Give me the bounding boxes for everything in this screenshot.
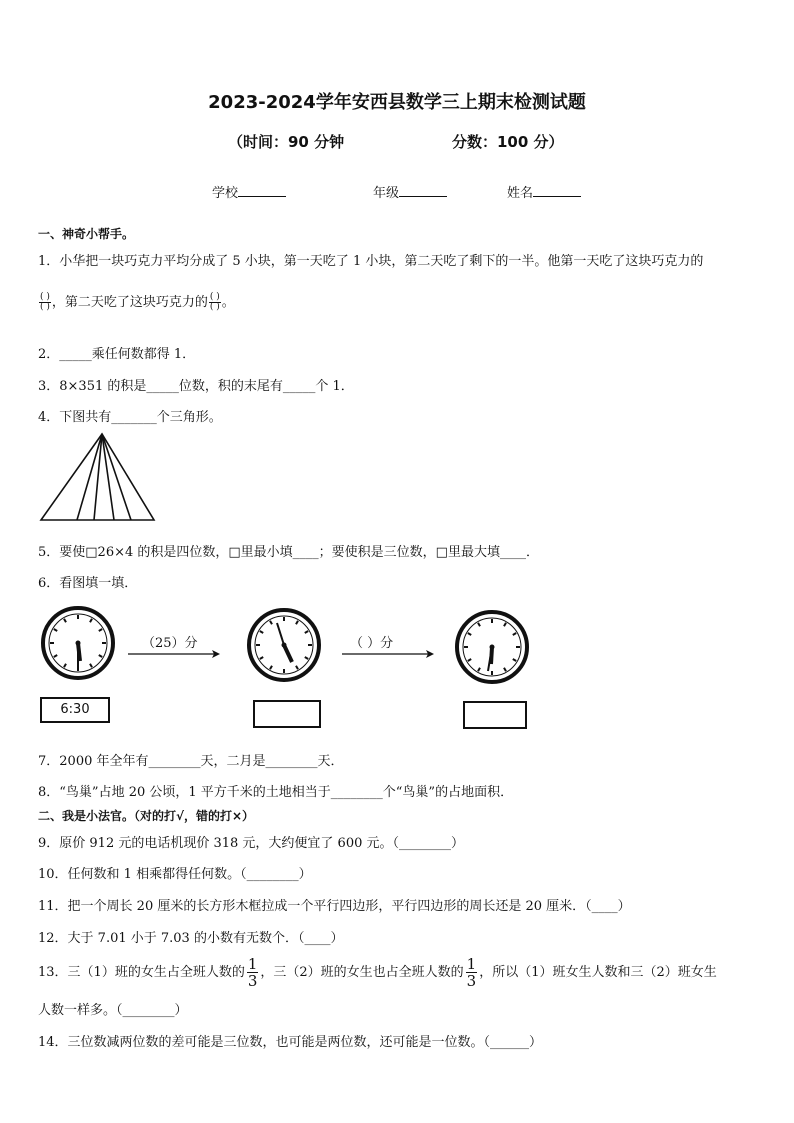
- fraction-one-third: $\frac{1}{3}$: [247, 955, 258, 990]
- fraction-blank-2: $\frac{( )}{( )}$: [209, 292, 220, 312]
- question-14: 14．三位数减两位数的差可能是三位数，也可能是两位数，还可能是一位数。（______）: [38, 1035, 543, 1050]
- question-2: 2．_____乘任何数都得 1．: [38, 347, 196, 362]
- section-1-heading: 一、神奇小帮手。: [38, 227, 135, 241]
- question-1-line-1: 1．小华把一块巧克力平均分成了 5 小块，第一天吃了 1 小块，第二天吃了剩下的一半。他第一天吃了这块巧克力的: [38, 254, 704, 269]
- question-13-line-1: 13．三（1）班的女生占全班人数的 $\frac{1}{3}$ ，三（2）班的女生也占全班人数的 $\frac{1}{3}$ ，所以（1）班女生人数和三（2）班女生: [38, 955, 717, 990]
- question-5: 5．要使□26×4 的积是四位数，□里最小填____；要使积是三位数，□里最大填____．: [38, 545, 539, 560]
- school-label: 学校: [212, 186, 239, 201]
- clock-icon: [454, 609, 530, 685]
- question-10: 10．任何数和 1 相乘都得任何数。（________）: [38, 867, 312, 882]
- grade-blank[interactable]: [399, 184, 447, 197]
- question-3: 3．8×351 的积是_____位数，积的末尾有_____个 1．: [38, 379, 354, 394]
- score-label: 分数：100 分）: [452, 133, 564, 151]
- question-1-line-2: $\frac{( )}{( )}$ ，第二天吃了这块巧克力的 $\frac{( )}{( )}$ 。: [40, 292, 235, 312]
- question-6: 6．看图填一填．: [38, 576, 138, 591]
- school-blank[interactable]: [238, 184, 286, 197]
- question-4: 4．下图共有_______个三角形。: [38, 410, 222, 425]
- clock-icon: [40, 605, 116, 681]
- time-box-1: 6:30: [40, 697, 110, 723]
- question-9: 9．原价 912 元的电话机现价 318 元，大约便宜了 600 元。（________）: [38, 836, 465, 851]
- school-field: [212, 182, 286, 201]
- name-field: [507, 182, 581, 201]
- arrow-2-label: （ ）分: [350, 636, 394, 651]
- question-11: 11．把一个周长 20 厘米的长方形木框拉成一个平行四边形，平行四边形的周长还是 20 厘米．（____）: [38, 899, 631, 914]
- arrow-icon: [342, 648, 436, 660]
- triangle-figure: [38, 432, 158, 524]
- question-13-line-2: 人数一样多。（________）: [38, 1003, 188, 1018]
- exam-title: 2023-2024学年安西县数学三上期末检测试题: [208, 92, 586, 113]
- time-box-3[interactable]: [463, 701, 527, 729]
- grade-field: [373, 182, 447, 201]
- arrow-icon: [128, 648, 222, 660]
- question-8: 8．“鸟巢”占地 20 公顷，1 平方千米的土地相当于________个“鸟巢”的占地面积．: [38, 785, 514, 800]
- fraction-blank-1: $\frac{( )}{( )}$: [40, 292, 50, 312]
- time-label: （时间：90 分钟: [228, 133, 345, 151]
- fraction-one-third: $\frac{1}{3}$: [466, 955, 477, 990]
- name-label: 姓名: [507, 186, 534, 201]
- name-blank[interactable]: [533, 184, 581, 197]
- arrow-1-label: （25）分: [142, 636, 198, 651]
- question-12: 12．大于 7.01 小于 7.03 的小数有无数个．（____）: [38, 931, 344, 946]
- grade-label: 年级: [373, 186, 400, 201]
- section-2-heading: 二、我是小法官。（对的打√，错的打×）: [38, 809, 255, 823]
- time-box-2[interactable]: [253, 700, 321, 728]
- question-7: 7．2000 年全年有________天，二月是________天．: [38, 754, 344, 769]
- clock-icon: [246, 607, 322, 683]
